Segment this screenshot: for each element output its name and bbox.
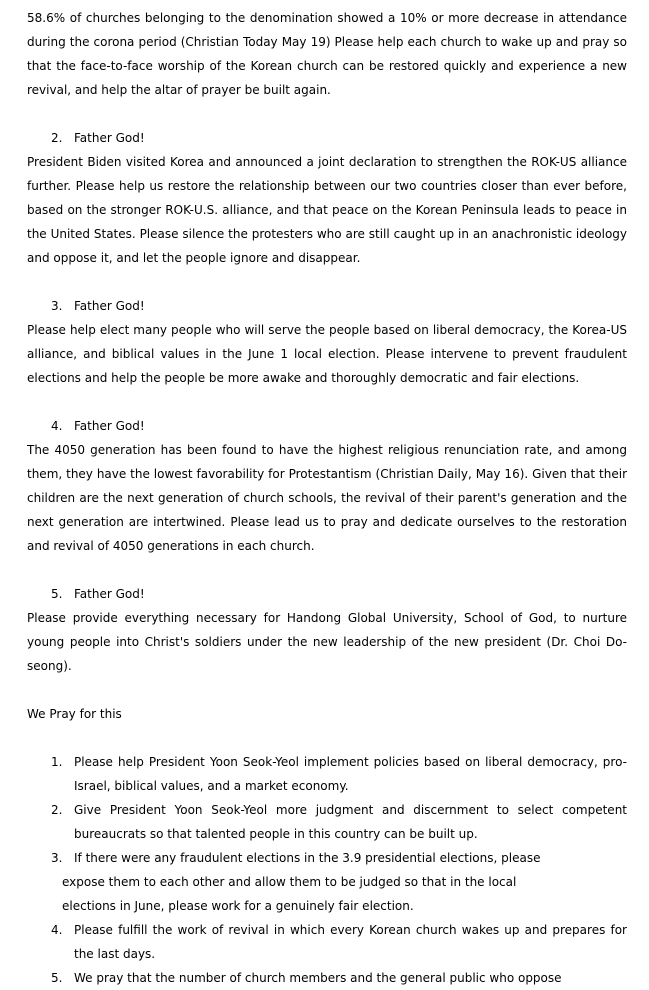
- section-number: 4.: [51, 419, 63, 433]
- section-number: 3.: [51, 299, 63, 313]
- prayer-text: Please fulfill the work of revival in which every Korean church wakes up and prepares for the last days.: [74, 923, 627, 961]
- prayer-item: [27, 750, 627, 798]
- section-title: Father God!: [74, 419, 145, 433]
- section-heading: [27, 126, 627, 150]
- spacer: [27, 678, 627, 702]
- section-text: The 4050 generation has been found to have the highest religious renunciation rate, and among them, they have the lowest favorability for Protestantism (Christian Daily, May 16). Given that their children are the next generation of church schools, the revival of their parent's generation and the next generation are intertwined. Please lead us to pray and dedicate ourselves to the restoration and revival of 4050 generations in each church.: [27, 443, 627, 553]
- section-heading: [27, 414, 627, 438]
- section-4: [27, 414, 627, 558]
- prayer-text: We pray that the number of church members and the general public who oppose: [74, 971, 562, 985]
- spacer: [27, 726, 627, 750]
- section-heading: [27, 294, 627, 318]
- prayer-item: [27, 918, 627, 966]
- section-text: President Biden visited Korea and announced a joint declaration to strengthen the ROK-US alliance further. Please help us restore the relationship between our two countries closer than ever before, based on the stronger ROK-U.S. alliance, and that peace on the Korean Peninsula leads to peace in the United States. Please silence the protesters who are still caught up in an anachronistic ideology and oppose it, and let the people ignore and disappear.: [27, 155, 627, 265]
- section-5: [27, 582, 627, 678]
- prayer-continuation-line: elections in June, please work for a genuinely fair election.: [62, 899, 414, 913]
- section-title: Father God!: [74, 131, 145, 145]
- section-title: Father God!: [74, 299, 145, 313]
- section-number: 5.: [51, 587, 63, 601]
- spacer: [27, 558, 627, 582]
- pray-heading: We Pray for this: [27, 707, 122, 721]
- spacer: [27, 390, 627, 414]
- prayer-number: 2.: [51, 803, 63, 817]
- prayer-item: [27, 966, 627, 990]
- section-text: Please provide everything necessary for Handong Global University, School of God, to nurture young people into Christ's soldiers under the new leadership of the new president (Dr. Choi Do-seong).: [27, 611, 627, 673]
- spacer: [27, 270, 627, 294]
- section-3: [27, 294, 627, 390]
- prayer-text: Please help President Yoon Seok-Yeol implement policies based on liberal democracy, pro-Israel, biblical values, and a market economy.: [74, 755, 627, 793]
- prayer-text: Give President Yoon Seok-Yeol more judgment and discernment to select competent bureaucrats so that talented people in this country can be built up.: [74, 803, 627, 841]
- section-text: Please help elect many people who will serve the people based on liberal democracy, the Korea-US alliance, and biblical values in the June 1 local election. Please intervene to prevent fraudulent elections and help the people be more awake and thoroughly democratic and fair elections.: [27, 323, 627, 385]
- prayer-continuation-line: expose them to each other and allow them to be judged so that in the local: [62, 875, 517, 889]
- prayer-item: [27, 798, 627, 846]
- prayer-text: If there were any fraudulent elections in the 3.9 presidential elections, please: [74, 851, 541, 865]
- section-2: [27, 126, 627, 270]
- section-heading: [27, 582, 627, 606]
- prayer-number: 3.: [51, 851, 63, 865]
- spacer: [27, 102, 627, 126]
- prayer-number: 4.: [51, 923, 63, 937]
- prayer-number: 5.: [51, 971, 63, 985]
- section-number: 2.: [51, 131, 63, 145]
- prayer-list: [27, 750, 627, 990]
- prayer-number: 1.: [51, 755, 63, 769]
- prayer-item: [27, 846, 627, 870]
- section-title: Father God!: [74, 587, 145, 601]
- intro-paragraph: 58.6% of churches belonging to the denomination showed a 10% or more decrease in attendance during the corona period (Christian Today May 19) Please help each church to wake up and pray so that the face-to-face worship of the Korean church can be restored quickly and experience a new revival, and help the altar of prayer be built again.: [27, 11, 627, 97]
